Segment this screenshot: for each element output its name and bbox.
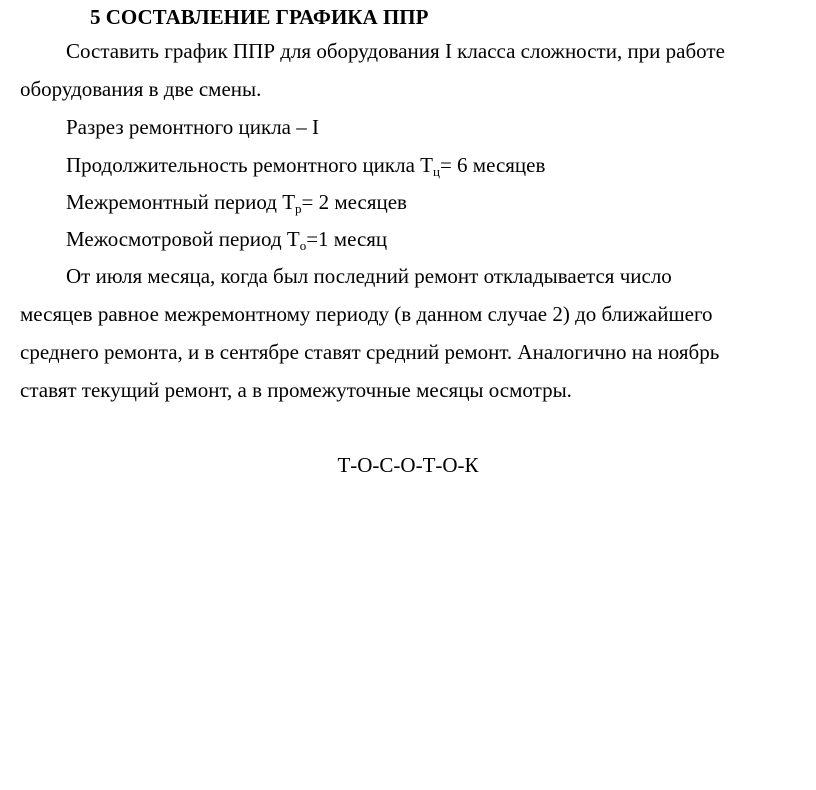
inspection-period-line [66,226,387,252]
explanation-line-2: месяцев равное межремонтному периоду (в данном случае 2) до ближайшего [20,302,713,326]
explanation-line-1: От июля месяца, когда был последний ремонт откладывается число [66,264,672,288]
explanation-line-4: ставят текущий ремонт, а в промежуточные месяцы осмотры. [20,378,572,402]
cycle-duration-subscript: ц [433,164,440,179]
section-heading: 5 СОСТАВЛЕНИЕ ГРАФИКА ППР [90,5,429,29]
repair-period-line [66,189,407,215]
repair-period-subscript: р [295,201,302,216]
inspection-period-value: =1 месяц [306,227,388,251]
repair-sequence: Т-О-С-О-Т-О-К [337,453,479,477]
task-line-2: оборудования в две смены. [20,77,262,101]
cycle-duration-label: Продолжительность ремонтного цикла Т [66,153,433,177]
cycle-section-line: Разрез ремонтного цикла – I [66,115,319,139]
repair-period-value: = 2 месяцев [301,190,407,214]
task-line-1: Составить график ППР для оборудования I класса сложности, при работе [66,39,725,63]
repair-period-label: Межремонтный период Т [66,190,296,214]
cycle-duration-value: = 6 месяцев [439,153,546,177]
inspection-period-subscript: о [299,238,307,253]
cycle-duration-line [66,152,545,178]
explanation-line-3: среднего ремонта, и в сентябре ставят средний ремонт. Аналогично на ноябрь [20,340,720,364]
inspection-period-label: Межосмотровой период Т [66,227,300,251]
